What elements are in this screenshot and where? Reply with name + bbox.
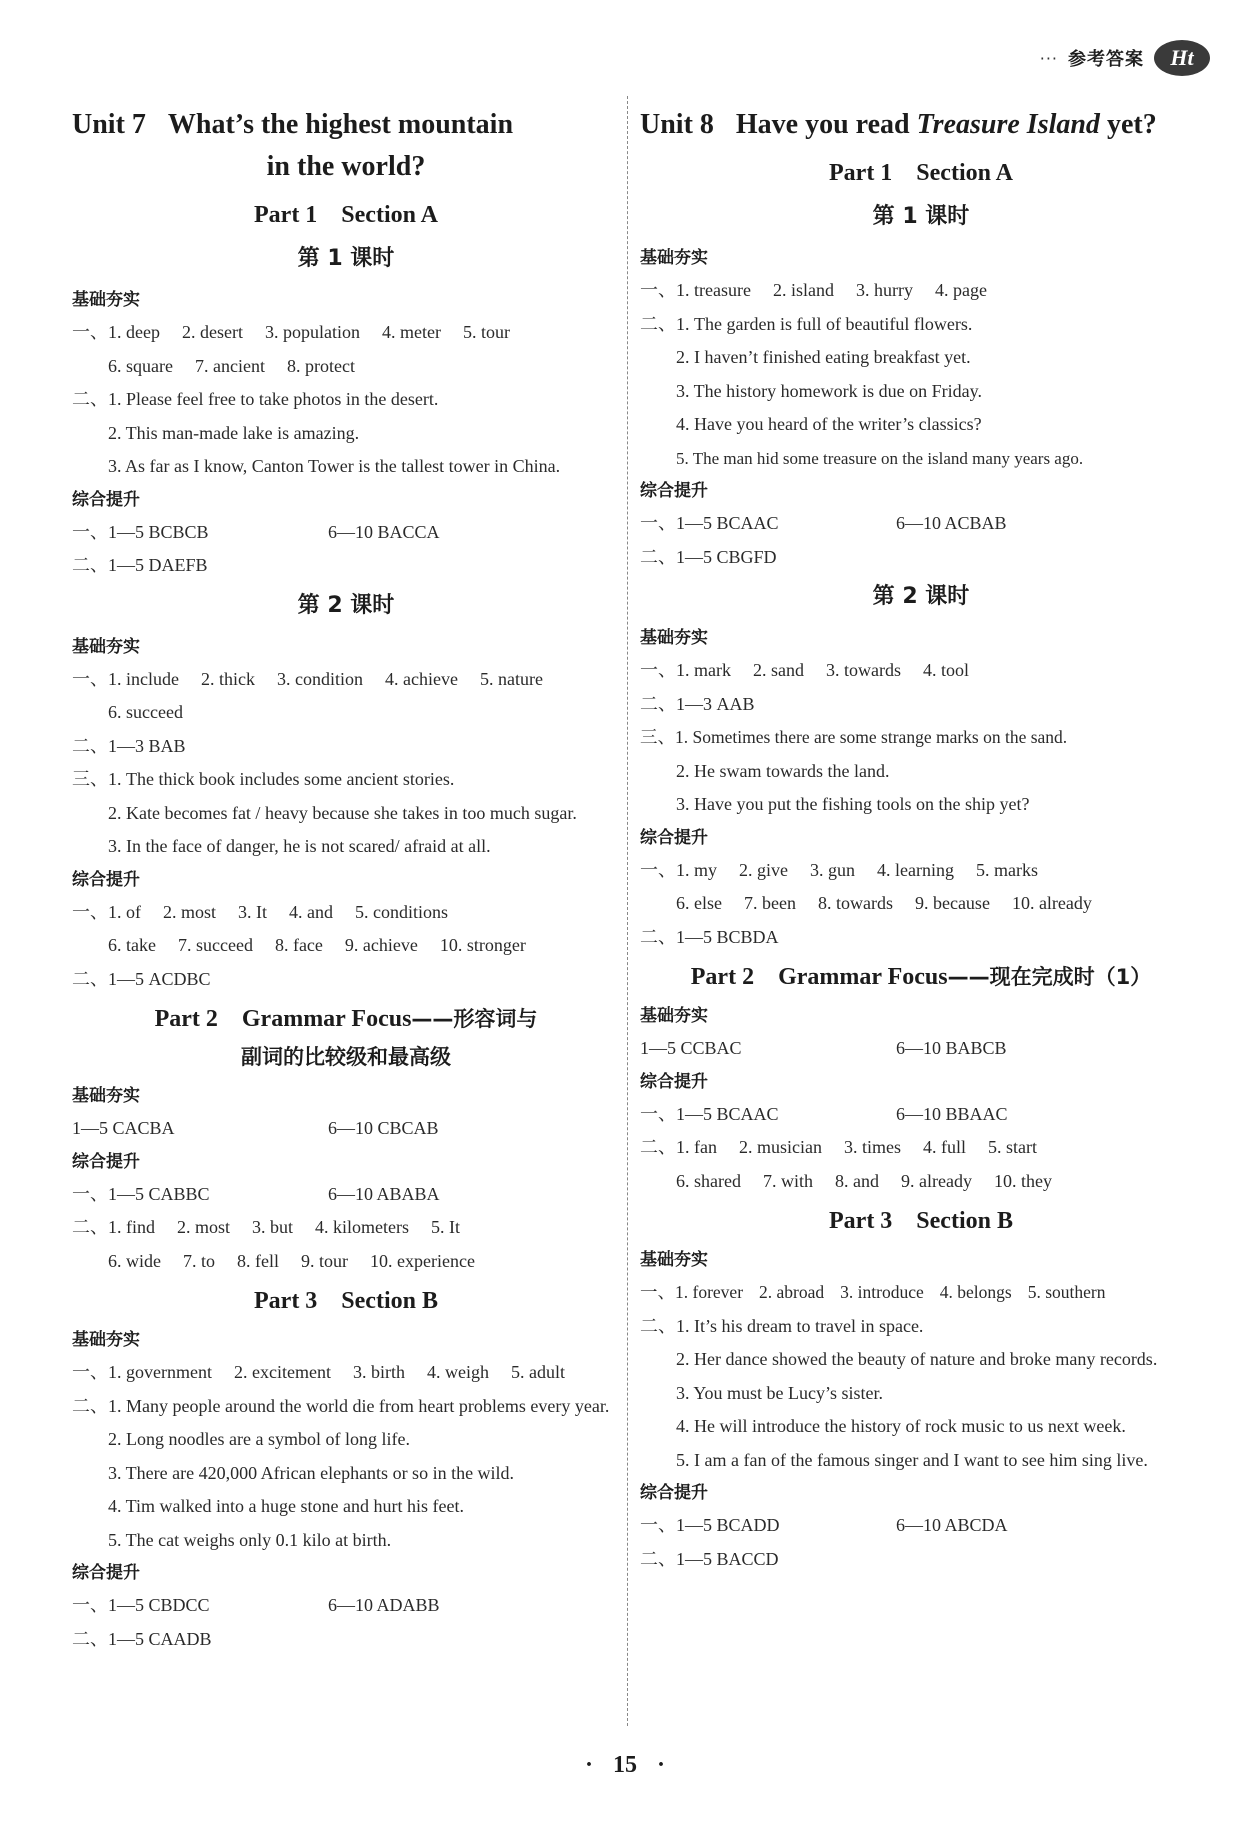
lesson-title: 第 1 课时 — [297, 246, 395, 271]
answer-line: 4. He will introduce the history of rock music to us next week. — [676, 1416, 1126, 1436]
answer-line: 一、1. deep 2. desert 3. population 4. meter 5. tour — [72, 322, 510, 342]
column-divider — [627, 96, 628, 1726]
part-title: Part 3 Section B — [254, 1288, 438, 1314]
answer-line: 4. Tim walked into a huge stone and hurt his feet. — [108, 1496, 464, 1516]
answer-line: 1—5 CCBAC 6—10 BABCB — [640, 1038, 1007, 1058]
part-title: Part 2 Grammar Focus——形容词与 副词的比较级和最高级 — [154, 1006, 538, 1069]
section-label: 综合提升 — [640, 827, 708, 848]
answer-line: 一、1. of 2. most 3. It 4. and 5. conditions — [72, 901, 449, 922]
answer-line: 2. Long noodles are a symbol of long life. — [108, 1429, 410, 1449]
section-label: 综合提升 — [72, 489, 140, 510]
header-dots: ··· — [1039, 48, 1058, 68]
answer-line: 一、1—5 BCADD 6—10 ABCDA — [640, 1515, 1008, 1535]
answer-line: 2. Her dance showed the beauty of nature and broke many records. — [676, 1349, 1158, 1369]
section-label: 综合提升 — [640, 1483, 708, 1503]
answer-line: 3. Have you put the fishing tools on the ship yet? — [676, 794, 1030, 814]
unit-8-title: Unit 8 Have you read Treasure Island yet? — [640, 109, 1157, 140]
answer-line: 二、1—5 CAADB — [72, 1628, 212, 1649]
answer-line: 二、1. Please feel free to take photos in the desert. — [72, 389, 439, 409]
answer-line: 3. The history homework is due on Friday. — [676, 380, 982, 401]
answer-line: 3. There are 420,000 African elephants or so in the wild. — [108, 1462, 515, 1483]
section-label: 基础夯实 — [72, 290, 140, 310]
answer-line: 6. else 7. been 8. towards 9. because 10. already — [676, 893, 1092, 913]
page-header — [1040, 38, 1210, 78]
answer-line: 6. shared 7. with 8. and 9. already 10. they — [676, 1170, 1052, 1191]
answer-line: 3. You must be Lucy’s sister. — [676, 1382, 884, 1403]
part-title: Part 1 Section A — [254, 202, 438, 228]
answer-line: 一、1. treasure 2. island 3. hurry 4. page — [640, 280, 987, 300]
section-label: 综合提升 — [72, 1563, 140, 1583]
section-label: 综合提升 — [72, 869, 140, 890]
answer-line: 二、1. find 2. most 3. but 4. kilometers 5. It — [72, 1217, 461, 1237]
section-label: 基础夯实 — [640, 1006, 708, 1026]
answer-line: 二、1—5 DAEFB — [72, 555, 208, 575]
answer-line: 2. He swam towards the land. — [676, 760, 890, 781]
section-label: 基础夯实 — [72, 636, 140, 657]
answer-line: 一、1—5 CBDCC 6—10 ADABB — [72, 1595, 440, 1615]
section-label: 基础夯实 — [72, 1086, 140, 1106]
lesson-title: 第 2 课时 — [872, 584, 970, 609]
answer-line: 1—5 CACBA 6—10 CBCAB — [72, 1118, 439, 1138]
answer-line: 二、1—5 ACDBC — [72, 968, 211, 989]
left-column — [72, 104, 620, 1656]
answer-line: 一、1. government 2. excitement 3. birth 4. weigh 5. adult — [72, 1362, 565, 1382]
answer-line: 5. The man hid some treasure on the island many years ago. — [676, 448, 1084, 468]
page-number: · 15 · — [584, 1752, 666, 1778]
part-title: Part 3 Section B — [829, 1208, 1013, 1234]
unit-title-line-1: What’s the highest mountain — [167, 109, 514, 140]
answer-line: 一、1. mark 2. sand 3. towards 4. tool — [640, 660, 969, 680]
answer-line: 二、1. fan 2. musician 3. times 4. full 5. start — [640, 1137, 1037, 1157]
answer-line: 5. The cat weighs only 0.1 kilo at birth. — [108, 1529, 392, 1550]
section-label: 基础夯实 — [640, 248, 708, 268]
answer-line: 一、1. include 2. thick 3. condition 4. achieve 5. nature — [72, 668, 543, 689]
section-label: 综合提升 — [640, 1071, 708, 1092]
answer-line: 6. take 7. succeed 8. face 9. achieve 10. stronger — [108, 935, 526, 955]
answer-line: 2. Kate becomes fat / heavy because she takes in too much sugar. — [108, 802, 577, 823]
answer-line: 6. wide 7. to 8. fell 9. tour 10. experience — [108, 1250, 475, 1271]
section-label: 基础夯实 — [640, 1250, 708, 1270]
answer-line: 一、1—5 BCAAC 6—10 BBAAC — [640, 1103, 1008, 1124]
answer-line: 6. square 7. ancient 8. protect — [108, 355, 355, 376]
answer-line: 6. succeed — [108, 702, 183, 722]
right-column — [640, 104, 1202, 1576]
answer-line: 二、1—3 AAB — [640, 693, 755, 714]
publisher-logo: Ht — [1154, 40, 1210, 76]
unit-number: Unit 7 — [72, 109, 146, 140]
answer-line: 一、1. forever 2. abroad 3. introduce 4. belongs 5. southern — [640, 1282, 1106, 1302]
answer-line: 4. Have you heard of the writer’s classics? — [676, 414, 982, 434]
answer-line: 一、1. my 2. give 3. gun 4. learning 5. marks — [640, 859, 1038, 880]
answer-line: 二、1—5 BCBDA — [640, 926, 779, 947]
section-label: 综合提升 — [640, 481, 708, 501]
answer-line: 2. I haven’t finished eating breakfast yet. — [676, 347, 971, 367]
part-title: Part 1 Section A — [829, 160, 1013, 186]
answer-line: 二、1. It’s his dream to travel in space. — [640, 1315, 924, 1336]
answer-line: 二、1. Many people around the world die from heart problems every year. — [72, 1395, 610, 1416]
answer-line: 3. In the face of danger, he is not scared/ afraid at all. — [108, 836, 491, 856]
section-label: 综合提升 — [72, 1151, 140, 1172]
lesson-title: 第 1 课时 — [872, 204, 970, 229]
answer-line: 三、1. Sometimes there are some strange marks on the sand. — [640, 727, 1068, 747]
answer-line: 二、1—3 BAB — [72, 735, 186, 756]
unit-7-title — [72, 104, 620, 188]
answer-line: 三、1. The thick book includes some ancient stories. — [72, 769, 455, 789]
answer-line: 一、1—5 CABBC 6—10 ABABA — [72, 1183, 440, 1204]
lesson-title: 第 2 课时 — [297, 592, 395, 618]
answer-line: 二、1—5 BACCD — [640, 1548, 779, 1569]
book-title: Treasure Island — [916, 109, 1100, 140]
answer-line: 一、1—5 BCAAC 6—10 ACBAB — [640, 513, 1007, 533]
section-label: 基础夯实 — [72, 1330, 140, 1350]
part-title: Part 2 Grammar Focus——现在完成时（1） — [690, 964, 1152, 990]
section-label: 基础夯实 — [640, 628, 708, 648]
answer-line: 二、1. The garden is full of beautiful flowers. — [640, 313, 973, 334]
answer-line: 二、1—5 CBGFD — [640, 546, 777, 567]
unit-number: Unit 8 — [640, 109, 714, 140]
unit-title-line-2: in the world? — [266, 151, 426, 182]
answer-line: 5. I am a fan of the famous singer and I want to see him sing live. — [676, 1449, 1148, 1470]
answer-line: 2. This man-made lake is amazing. — [108, 422, 360, 443]
answer-key-label: 参考答案 — [1068, 49, 1144, 70]
answer-line: 3. As far as I know, Canton Tower is the tallest tower in China. — [108, 456, 561, 476]
answer-line: 一、1—5 BCBCB 6—10 BACCA — [72, 521, 440, 542]
